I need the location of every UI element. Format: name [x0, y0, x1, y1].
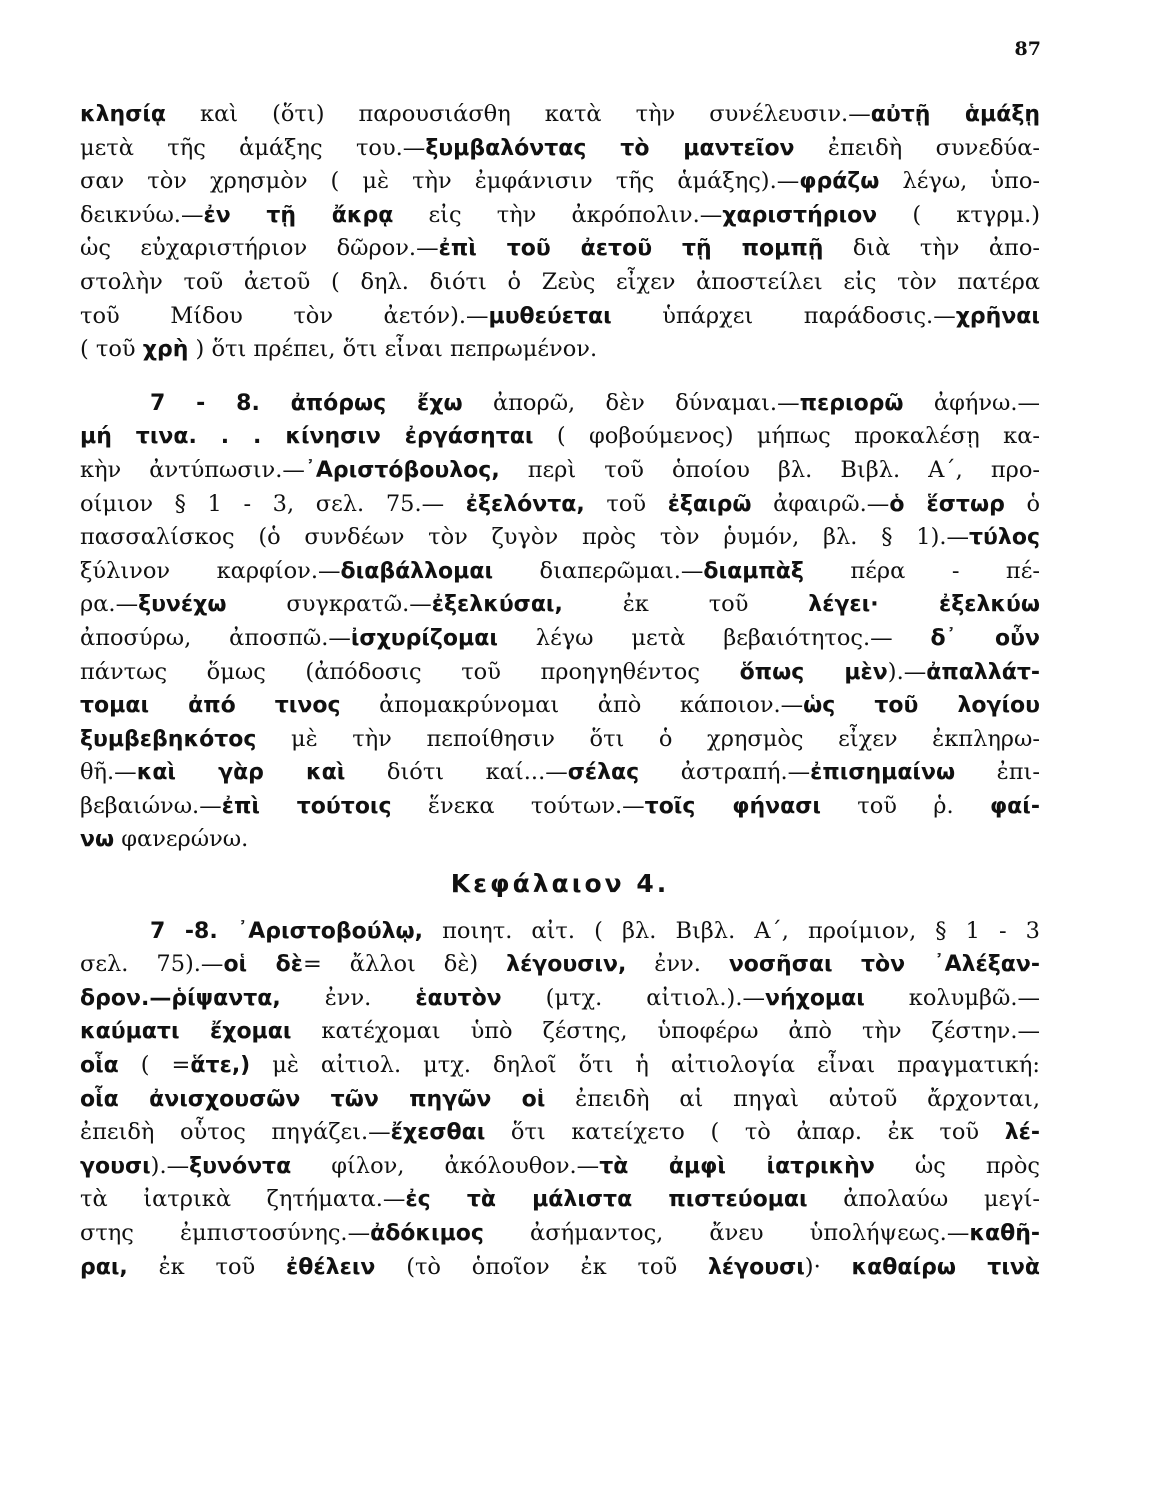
- text-line: [80, 1049, 1040, 1083]
- text-run: λέγω, ὑπο-: [879, 168, 1040, 195]
- text-line: [80, 98, 1040, 132]
- text-line: [80, 588, 1040, 622]
- paragraph-gap: [80, 367, 1040, 387]
- bold-term: ὅπως μὲν: [739, 659, 888, 685]
- text-run: στολὴν τοῦ ἀετοῦ ( δηλ. διότι ὁ Ζεὺς εἶχεν ἀποστείλει εἰς τὸν πατέρα: [80, 268, 1040, 295]
- text-run: διὰ τὴν ἀπο-: [823, 235, 1040, 262]
- bold-term: διαμπὰξ: [703, 558, 804, 584]
- bold-term: χρὴ: [142, 337, 189, 363]
- bold-term: ἐπὶ τούτοις: [221, 793, 392, 819]
- text-line: [80, 1083, 1040, 1117]
- text-run: θῆ.—: [80, 759, 137, 786]
- text-run: λέγω μετὰ βεβαιότητος.—: [497, 624, 931, 651]
- text-run: εἰς τὴν ἀκρόπολιν.—: [393, 201, 723, 228]
- bold-term: τύλος: [969, 525, 1040, 551]
- paragraph-3: [80, 915, 1040, 1285]
- bold-term: χαριστήριον: [722, 202, 878, 228]
- text-line: [80, 656, 1040, 690]
- bold-term: γουσι: [80, 1153, 151, 1179]
- text-run: ὁ: [1004, 490, 1041, 517]
- bold-term: νήχομαι: [764, 985, 865, 1011]
- text-run: τοῦ Μίδου τὸν ἀετόν).—: [80, 302, 489, 329]
- text-run: )·: [804, 1253, 852, 1280]
- text-line: [80, 915, 1040, 949]
- paragraph-1: [80, 98, 1040, 367]
- bold-term: οἷα: [80, 1053, 119, 1079]
- bold-term: λέγουσιν,: [506, 952, 627, 978]
- text-run: περὶ τοῦ ὁποίου βλ. Βιβλ. Α΄, προ-: [499, 456, 1040, 483]
- text-line: [80, 756, 1040, 790]
- text-run: (τὸ ὁποῖον ἐκ τοῦ: [375, 1253, 708, 1280]
- bold-term: τοῖς φήνασι: [644, 793, 821, 819]
- bold-term: ἐς τὰ μάλιστα πιστεύομαι: [405, 1187, 808, 1213]
- bold-term: ὁ ἕστωρ: [889, 491, 1005, 517]
- text-run: σελ. 75).—: [80, 951, 224, 978]
- bold-term: νω: [80, 827, 115, 853]
- text-run: ἀσήμαντος, ἄνευ ὑπολήψεως.—: [483, 1220, 970, 1246]
- text-run: μὲ αἰτιολ. μτχ. δηλοῖ ὅτι ἡ αἰτιολογία εἶναι πραγματική:: [250, 1052, 1040, 1079]
- text-line: [80, 333, 1040, 367]
- text-run: ἐπειδὴ οὗτος πηγάζει.—: [80, 1119, 391, 1146]
- bold-term: ἐξαιρῶ: [667, 491, 752, 517]
- bold-term: ξυνέχω: [138, 592, 227, 618]
- text-run: σαν τὸν χρησμὸν ( μὲ τὴν ἐμφάνισιν τῆς ἁμάξης).—: [80, 168, 800, 195]
- text-line: [80, 1116, 1040, 1150]
- bold-term: ἐξελόντα,: [465, 491, 585, 517]
- text-run: διότι καί...—: [345, 759, 568, 786]
- bold-term: 7 - 8. ἀπόρως ἔχω: [150, 390, 463, 416]
- bold-term: ἐξελκύσαι,: [431, 592, 563, 618]
- text-run: ὑπάρχει παράδοσις.—: [611, 302, 956, 329]
- bold-term: ξυμβεβηκότος: [80, 726, 257, 752]
- text-run: = ἄλλοι δὲ): [302, 951, 507, 978]
- text-run: ὡς πρὸς: [874, 1152, 1040, 1179]
- text-line: [80, 266, 1040, 300]
- bold-term: τὰ ἀμφὶ ἰατρικὴν: [599, 1153, 875, 1179]
- text-line: [80, 723, 1040, 757]
- text-line: [80, 982, 1040, 1016]
- text-line: [80, 1251, 1040, 1285]
- text-line: [80, 790, 1040, 824]
- text-run: φανερώνω.: [114, 826, 249, 853]
- text-line: [80, 420, 1040, 454]
- text-run: τοῦ: [584, 490, 668, 517]
- text-run: δεικνύω.—: [80, 201, 204, 228]
- paragraph-2: [80, 387, 1040, 857]
- text-run: ἐνν.: [280, 984, 416, 1011]
- bold-term: ἀπαλλάτ-: [926, 659, 1040, 685]
- bold-term: κλησίᾳ: [80, 102, 167, 127]
- bold-term: λέ-: [1004, 1120, 1040, 1146]
- bold-term: ἑαυτὸν: [415, 985, 502, 1011]
- text-line: [80, 823, 1040, 857]
- text-run: βεβαιώνω.—: [80, 792, 222, 819]
- text-line: [80, 165, 1040, 199]
- page-body: [80, 98, 1040, 1284]
- bold-term: ἐπὶ τοῦ ἀετοῦ τῇ πομπῇ: [438, 236, 824, 262]
- bold-term: ἐθέλειν: [286, 1254, 376, 1280]
- text-run: ).—: [150, 1152, 190, 1179]
- text-run: ἐκ τοῦ: [127, 1253, 287, 1280]
- text-line: [80, 948, 1040, 982]
- text-run: μὲ τὴν πεποίθησιν ὅτι ὁ χρησμὸς εἶχεν ἐκπληρω-: [256, 725, 1040, 752]
- text-line: [80, 199, 1040, 233]
- text-run: κὴν ἀντύπωσιν.—: [80, 456, 305, 483]
- text-line: [80, 555, 1040, 589]
- text-line: [80, 1183, 1040, 1217]
- text-run: ἀπομακρύνομαι ἀπὸ κάποιον.—: [340, 692, 804, 719]
- bold-term: ἅτε,): [190, 1053, 251, 1079]
- text-run: κολυμβῶ.—: [864, 984, 1040, 1011]
- bold-term: ᾿Αριστόβουλος,: [304, 457, 500, 483]
- page-number: 87: [1014, 38, 1041, 60]
- text-run: ἐπειδὴ συνεδύα-: [794, 134, 1040, 161]
- text-run: (μτχ. αἰτιολ.).—: [501, 984, 765, 1011]
- bold-term: ξυμβαλόντας τὸ μαντεῖον: [425, 135, 795, 161]
- bold-term: δρον.—ῥίψαντα,: [80, 985, 281, 1011]
- text-run: ) ὅτι πρέπει, ὅτι εἶναι πεπρωμένον.: [188, 336, 598, 363]
- text-run: ξύλινον καρφίον.—: [80, 557, 341, 584]
- bold-term: οἱ δὲ: [223, 952, 303, 978]
- text-line: [80, 300, 1040, 334]
- text-line: [80, 689, 1040, 723]
- bold-term: ραι,: [80, 1254, 128, 1280]
- bold-term: καθῆ-: [969, 1221, 1040, 1246]
- text-line: [80, 1015, 1040, 1049]
- bold-term: ξυνόντα: [189, 1153, 292, 1179]
- bold-term: διαβάλλομαι: [340, 558, 494, 584]
- text-run: ἀπολαύω μεγί-: [807, 1186, 1040, 1213]
- text-run: ὅτι κατείχετο ( τὸ ἀπαρ. ἐκ τοῦ: [485, 1119, 1005, 1146]
- bold-term: σέλας: [567, 760, 640, 786]
- bold-term: φαί-: [989, 793, 1040, 819]
- text-line: [80, 454, 1040, 488]
- text-run: τοῦ ῥ.: [820, 792, 990, 819]
- text-run: ἀφαιρῶ.—: [751, 490, 890, 517]
- text-run: ὡς εὐχαριστήριον δῶρον.—: [80, 235, 439, 262]
- text-run: στης ἐμπιστοσύνης.—: [80, 1220, 371, 1246]
- text-run: μετὰ τῆς ἁμάξης του.—: [80, 134, 426, 161]
- text-run: ( =: [118, 1052, 191, 1079]
- bold-term: μυθεύεται: [488, 303, 612, 329]
- text-run: ἀστραπή.—: [639, 759, 811, 786]
- text-line: [80, 521, 1040, 555]
- text-run: ρα.—: [80, 591, 139, 618]
- text-run: ( τοῦ: [80, 336, 143, 363]
- text-run: διαπερῶμαι.—: [493, 557, 704, 584]
- text-run: τὰ ἰατρικὰ ζητήματα.—: [80, 1186, 406, 1213]
- bold-term: φράζω: [799, 169, 880, 195]
- text-run: κατέχομαι ὑπὸ ζέστης, ὑποφέρω ἀπὸ τὴν ζέστην.—: [291, 1018, 1040, 1045]
- text-run: καὶ (ὅτι) παρουσιάσθη κατὰ τὴν συνέλευσιν.—: [166, 101, 871, 127]
- bold-term: περιορῶ: [799, 390, 904, 416]
- text-run: ἕνεκα τούτων.—: [391, 792, 645, 819]
- text-run: ἐπι-: [955, 759, 1040, 786]
- text-run: οίμιον § 1 - 3, σελ. 75.—: [80, 490, 466, 517]
- bold-term: ἰσχυρίζομαι: [350, 625, 498, 651]
- chapter-heading: Κεφάλαιον 4.: [450, 869, 670, 899]
- text-run: φίλον, ἀκόλουθον.—: [291, 1152, 600, 1179]
- text-run: ἀπορῶ, δὲν δύναμαι.—: [462, 389, 800, 416]
- text-run: ἐνν.: [626, 951, 729, 978]
- text-run: ( φοβούμενος) μήπως προκαλέσῃ κα-: [533, 423, 1040, 450]
- text-run: ἀφήνω.—: [903, 389, 1040, 416]
- text-line: [80, 387, 1040, 421]
- text-run: πασσαλίσκος (ὁ συνδέων τὸν ζυγὸν πρὸς τὸν ῥυμόν, βλ. § 1).—: [80, 524, 970, 551]
- bold-term: ἀδόκιμος: [370, 1221, 484, 1246]
- text-run: συγκρατῶ.—: [226, 591, 432, 618]
- bold-term: ὡς τοῦ λογίου: [803, 693, 1041, 719]
- bold-term: καὶ γὰρ καὶ: [136, 760, 346, 786]
- bold-term: νοσῆσαι τὸν ᾿Αλέξαν-: [728, 952, 1040, 978]
- bold-term: αὐτῇ ἁμάξῃ: [870, 102, 1040, 127]
- text-run: ).—: [887, 658, 927, 685]
- text-run: ( κτγρμ.): [877, 201, 1041, 228]
- bold-term: ἔχεσθαι: [390, 1120, 486, 1146]
- text-line: [80, 132, 1040, 166]
- text-run: πέρα - πέ-: [803, 557, 1040, 584]
- text-run: ἐκ τοῦ: [562, 591, 809, 618]
- bold-term: δ᾿ οὖν: [930, 625, 1040, 651]
- text-line: [80, 488, 1040, 522]
- bold-term: καύματι ἔχομαι: [80, 1019, 292, 1045]
- text-line: [80, 1217, 1040, 1251]
- bold-term: λέγει· ἐξελκύω: [808, 592, 1041, 618]
- bold-term: τομαι ἀπό τινος: [80, 693, 341, 719]
- text-run: πάντως ὅμως (ἀπόδοσις τοῦ προηγηθέντος: [80, 658, 740, 685]
- bold-term: 7 -8. ᾿Αριστοβούλῳ,: [150, 918, 424, 944]
- text-line: [80, 622, 1040, 656]
- bold-term: καθαίρω τινὰ: [851, 1254, 1040, 1280]
- text-line: [80, 1150, 1040, 1184]
- text-run: ἐπειδὴ αἱ πηγαὶ αὐτοῦ ἄρχονται,: [545, 1085, 1040, 1112]
- text-run: ποιητ. αἰτ. ( βλ. Βιβλ. Α΄, προίμιον, § 1 - 3: [423, 917, 1040, 944]
- bold-term: χρῆναι: [955, 303, 1040, 329]
- bold-term: λέγουσι: [707, 1254, 805, 1280]
- text-run: ἀποσύρω, ἀποσπῶ.—: [80, 624, 351, 651]
- text-line: [80, 232, 1040, 266]
- bold-term: μή τινα. . . κίνησιν ἐργάσηται: [80, 424, 534, 450]
- bold-term: ἐπισημαίνω: [810, 760, 956, 786]
- bold-term: ἐν τῇ ἄκρᾳ: [203, 202, 394, 228]
- bold-term: οἷα ἀνισχουσῶν τῶν πηγῶν οἱ: [80, 1086, 546, 1112]
